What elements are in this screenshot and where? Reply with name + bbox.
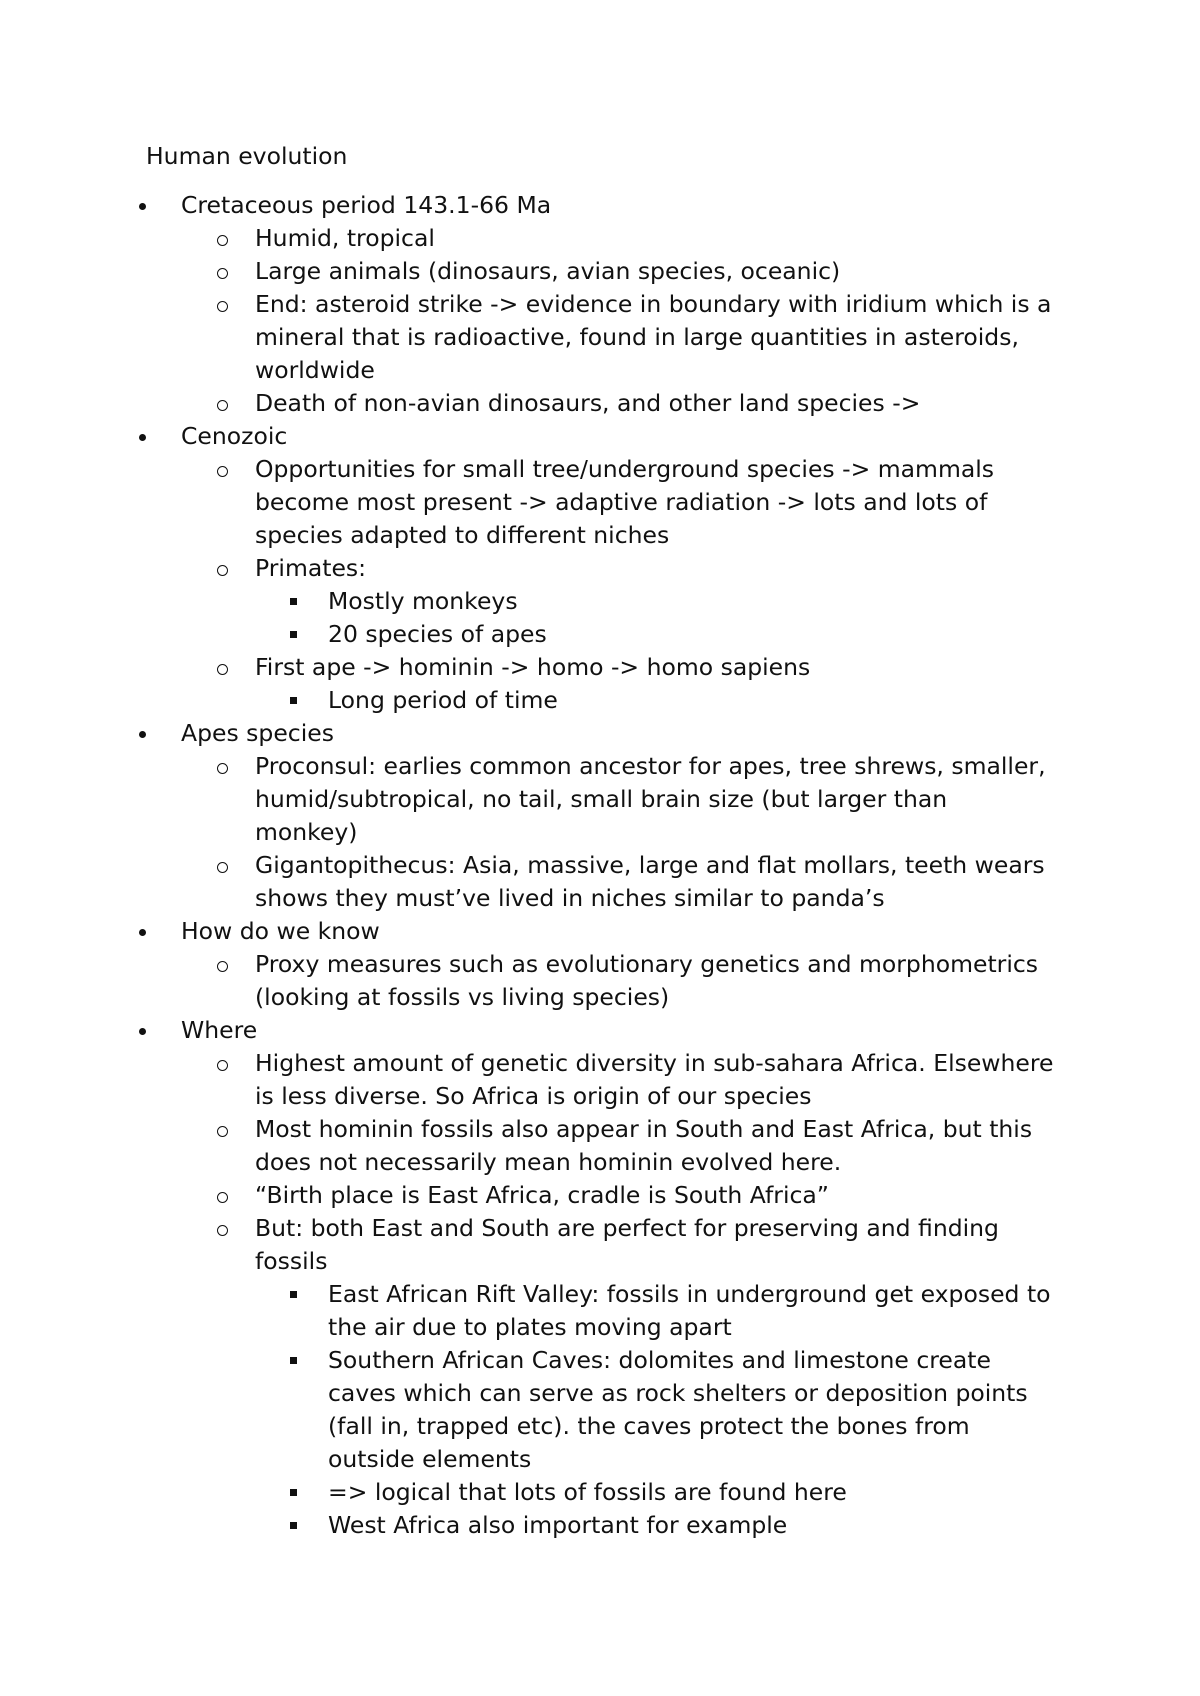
list-item xyxy=(0,717,1200,915)
bullet-circle-icon xyxy=(217,1126,228,1137)
list-item-text: Opportunities for small tree/underground species -> mammals become most present -> adaptive radiation -> lots and lots of species adapted to different niches xyxy=(255,455,995,549)
list-item xyxy=(0,1047,1200,1113)
list-item xyxy=(0,552,1200,651)
list-item-text: Gigantopithecus: Asia, massive, large and flat mollars, teeth wears shows they must’ve lived in niches similar to panda’s xyxy=(255,851,1045,912)
list-item xyxy=(0,1179,1200,1212)
list-item-text: Cenozoic xyxy=(181,422,288,450)
list-item-text: 20 species of apes xyxy=(328,620,547,648)
list-item xyxy=(0,387,1200,420)
list-item-text: => logical that lots of fossils are found here xyxy=(328,1478,847,1506)
list-item-text: But: both East and South are perfect for preserving and finding fossils xyxy=(255,1214,999,1275)
list-item-text: Primates: xyxy=(255,554,367,582)
sub-list xyxy=(0,948,1200,1014)
list-item xyxy=(0,684,1200,717)
bullet-square-icon xyxy=(290,697,297,704)
list-item-text: “Birth place is East Africa, cradle is South Africa” xyxy=(255,1181,829,1209)
list-item xyxy=(0,288,1200,387)
list-item xyxy=(0,255,1200,288)
bullet-circle-icon xyxy=(217,301,228,312)
list-item xyxy=(0,1014,1200,1542)
bullet-disc-icon xyxy=(139,929,146,936)
sub-list xyxy=(0,453,1200,717)
list-item-text: Proconsul: earlies common ancestor for apes, tree shrews, smaller, humid/subtropical, no tail, small brain size (but larger than monkey) xyxy=(255,752,1046,846)
list-item xyxy=(0,849,1200,915)
sub-list xyxy=(0,750,1200,915)
bullet-circle-icon xyxy=(217,1192,228,1203)
list-item-text: Large animals (dinosaurs, avian species, oceanic) xyxy=(255,257,841,285)
list-item-text: Proxy measures such as evolutionary genetics and morphometrics (looking at fossils vs living species) xyxy=(255,950,1039,1011)
list-item xyxy=(0,1344,1200,1476)
list-item-text: East African Rift Valley: fossils in underground get exposed to the air due to plates moving apart xyxy=(328,1280,1051,1341)
bullet-circle-icon xyxy=(217,763,228,774)
sub-list xyxy=(0,1278,1200,1542)
list-item-text: How do we know xyxy=(181,917,380,945)
list-item-text: Death of non-avian dinosaurs, and other land species -> xyxy=(255,389,921,417)
bullet-disc-icon xyxy=(139,434,146,441)
list-item-text: Apes species xyxy=(181,719,334,747)
list-item-text: Mostly monkeys xyxy=(328,587,518,615)
bullet-circle-icon xyxy=(217,400,228,411)
list-item xyxy=(0,618,1200,651)
bullet-square-icon xyxy=(290,1522,297,1529)
bullet-square-icon xyxy=(290,1489,297,1496)
list-item-text: Highest amount of genetic diversity in sub-sahara Africa. Elsewhere is less diverse. So Africa is origin of our species xyxy=(255,1049,1054,1110)
bullet-disc-icon xyxy=(139,1028,146,1035)
list-item-text: Southern African Caves: dolomites and limestone create caves which can serve as rock shelters or deposition points (fall in, trapped etc). the caves protect the bones from outside elements xyxy=(328,1346,1028,1473)
bullet-circle-icon xyxy=(217,1060,228,1071)
bullet-list xyxy=(0,189,1200,1542)
list-item xyxy=(0,750,1200,849)
list-item xyxy=(0,585,1200,618)
sub-list xyxy=(0,1047,1200,1542)
list-item xyxy=(0,1476,1200,1509)
list-item-text: Most hominin fossils also appear in South and East Africa, but this does not necessarily mean hominin evolved here. xyxy=(255,1115,1033,1176)
document-title: Human evolution xyxy=(146,142,348,170)
list-item-text: Humid, tropical xyxy=(255,224,435,252)
bullet-disc-icon xyxy=(139,731,146,738)
list-item xyxy=(0,222,1200,255)
list-item xyxy=(0,915,1200,1014)
list-item xyxy=(0,420,1200,717)
bullet-circle-icon xyxy=(217,862,228,873)
bullet-square-icon xyxy=(290,598,297,605)
list-item-text: Where xyxy=(181,1016,258,1044)
list-item xyxy=(0,1212,1200,1542)
list-item xyxy=(0,1113,1200,1179)
list-item-text: First ape -> hominin -> homo -> homo sapiens xyxy=(255,653,811,681)
list-item xyxy=(0,1509,1200,1542)
list-item xyxy=(0,189,1200,420)
bullet-circle-icon xyxy=(217,664,228,675)
list-item xyxy=(0,453,1200,552)
list-item xyxy=(0,651,1200,717)
bullet-circle-icon xyxy=(217,466,228,477)
document-body xyxy=(0,189,1200,1542)
bullet-disc-icon xyxy=(139,203,146,210)
list-item-text: Long period of time xyxy=(328,686,558,714)
list-item xyxy=(0,948,1200,1014)
sub-list xyxy=(0,684,1200,717)
sub-list xyxy=(0,222,1200,420)
bullet-circle-icon xyxy=(217,268,228,279)
bullet-square-icon xyxy=(290,1357,297,1364)
bullet-circle-icon xyxy=(217,1225,228,1236)
bullet-circle-icon xyxy=(217,235,228,246)
list-item-text: Cretaceous period 143.1-66 Ma xyxy=(181,191,552,219)
bullet-circle-icon xyxy=(217,565,228,576)
list-item-text: West Africa also important for example xyxy=(328,1511,788,1539)
sub-list xyxy=(0,585,1200,651)
bullet-circle-icon xyxy=(217,961,228,972)
bullet-square-icon xyxy=(290,1291,297,1298)
list-item xyxy=(0,1278,1200,1344)
list-item-text: End: asteroid strike -> evidence in boundary with iridium which is a mineral that is radioactive, found in large quantities in asteroids, worldwide xyxy=(255,290,1052,384)
bullet-square-icon xyxy=(290,631,297,638)
